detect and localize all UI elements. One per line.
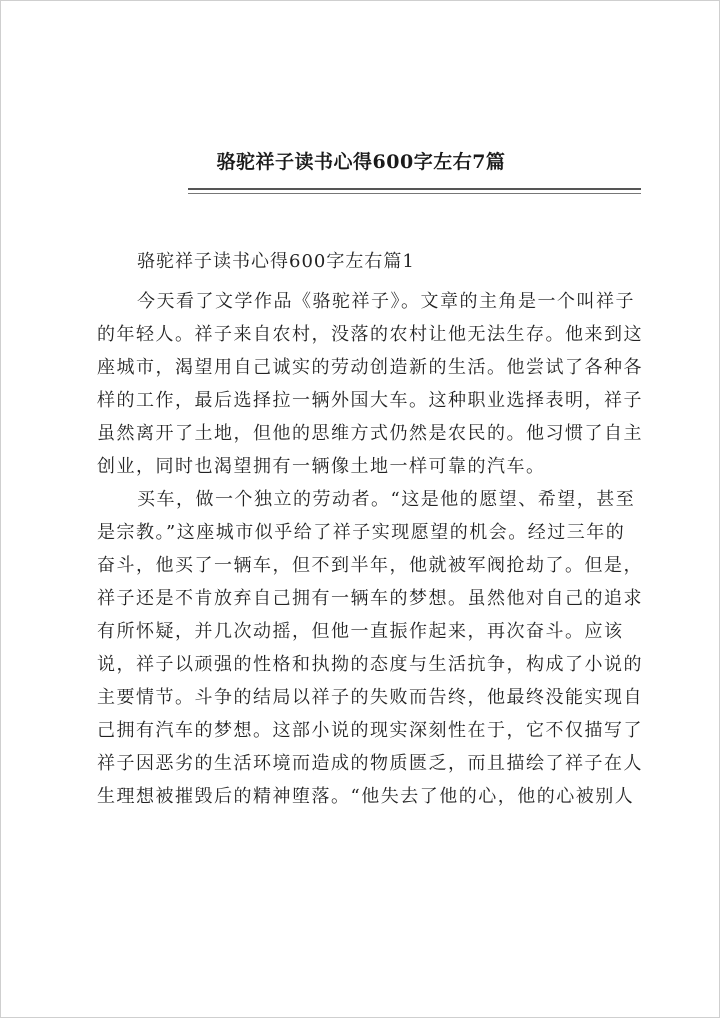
title-divider-thin — [188, 193, 641, 194]
paragraph-line: 创业，同时也渴望拥有一辆像土地一样可靠的汽车。 — [97, 456, 546, 477]
paragraph-line: 祥子因恶劣的生活环境而造成的物质匮乏，而且描绘了祥子在人 — [97, 753, 643, 774]
paragraph-line: 座城市，渴望用自己诚实的劳动创造新的生活。他尝试了各种各 — [97, 357, 643, 378]
paragraph-line: 是宗教。”这座城市似乎给了祥子实现愿望的机会。经过三年的 — [97, 522, 626, 543]
body-text — [97, 285, 643, 813]
paragraph-line: 主要情节。斗争的结局以祥子的失败而告终，他最终没能实现自 — [97, 687, 643, 708]
section-heading: 骆驼祥子读书心得600字左右篇1 — [137, 251, 415, 272]
paragraph-line: 今天看了文学作品《骆驼祥子》。文章的主角是一个叫祥子 — [137, 291, 635, 312]
paragraph-line: 的年轻人。祥子来自农村，没落的农村让他无法生存。他来到这 — [97, 324, 643, 345]
title-divider-thick — [188, 188, 641, 190]
paragraph-line: 祥子还是不肯放弃自己拥有一辆车的梦想。虽然他对自己的追求 — [97, 588, 643, 609]
paragraph-line: 买车，做一个独立的劳动者。“这是他的愿望、希望，甚至 — [137, 489, 636, 510]
document-title: 骆驼祥子读书心得600字左右7篇 — [216, 151, 506, 173]
paragraph-line: 奋斗，他买了一辆车，但不到半年，他就被军阀抢劫了。但是， — [97, 555, 643, 576]
paragraph-line: 说，祥子以顽强的性格和执拗的态度与生活抗争，构成了小说的 — [97, 654, 643, 675]
paragraph-line: 生理想被摧毁后的精神堕落。“他失去了他的心，他的心被别人 — [97, 786, 635, 807]
paragraph-line: 己拥有汽车的梦想。这部小说的现实深刻性在于，它不仅描写了 — [97, 720, 643, 741]
paragraph-line: 虽然离开了土地，但他的思维方式仍然是农民的。他习惯了自主 — [97, 423, 643, 444]
paragraph-line: 样的工作，最后选择拉一辆外国大车。这种职业选择表明，祥子 — [97, 390, 643, 411]
paragraph-line: 有所怀疑，并几次动摇，但他一直振作起来，再次奋斗。应该 — [97, 621, 624, 642]
